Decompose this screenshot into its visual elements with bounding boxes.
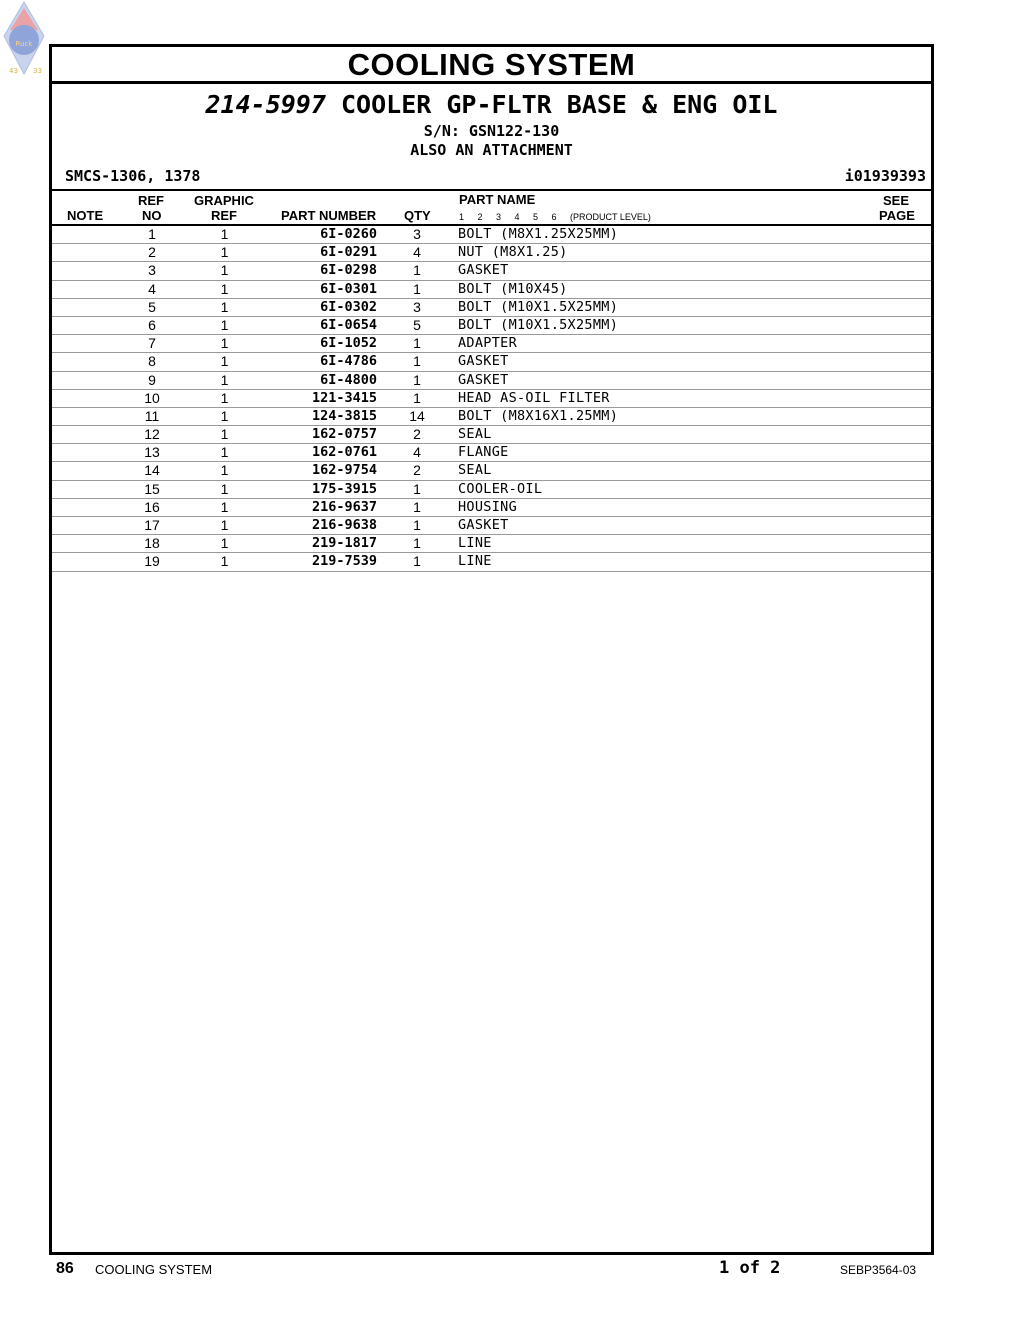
qty-cell: 4 [413, 444, 421, 461]
sheet-indicator: 1 of 2 [719, 1258, 781, 1278]
footer-section: COOLING SYSTEM [95, 1262, 213, 1277]
group-title [52, 90, 931, 120]
col-part-name: PART NAME [459, 192, 536, 207]
graphic-ref-cell: 1 [220, 444, 229, 461]
qty-cell: 1 [413, 535, 421, 552]
part-number-cell: 216-9637 [311, 498, 377, 515]
table-row [52, 553, 931, 571]
product-level-3: 3 [496, 212, 502, 222]
col-note: NOTE [67, 208, 104, 223]
ref-no-cell: 2 [148, 244, 156, 261]
qty-cell: 1 [413, 262, 421, 279]
graphic-ref-cell: 1 [220, 407, 229, 424]
col-see-top: SEE [883, 193, 910, 208]
graphic-ref-cell: 1 [220, 462, 229, 479]
parts-page-frame [49, 44, 934, 1255]
table-row [52, 408, 931, 426]
qty-cell: 1 [413, 480, 421, 497]
ref-no-cell: 17 [144, 517, 160, 533]
table-row [52, 244, 931, 262]
qty-cell: 1 [413, 371, 421, 388]
graphic-ref-cell: 1 [220, 353, 229, 370]
logo-right-number: 33 [33, 67, 42, 75]
ref-no-cell: 6 [148, 316, 156, 333]
col-see-bottom: PAGE [879, 208, 915, 223]
part-name-cell: ADAPTER [458, 335, 517, 352]
table-row [52, 335, 931, 353]
graphic-ref-cell: 1 [220, 517, 229, 533]
qty-cell: 1 [413, 517, 421, 533]
qty-cell: 3 [413, 226, 421, 242]
col-qty: QTY [404, 208, 431, 223]
ref-no-cell: 16 [144, 498, 160, 515]
col-ref-top: REF [138, 193, 164, 208]
graphic-ref-cell: 1 [220, 498, 229, 515]
table-row [52, 262, 931, 280]
table-row [52, 444, 931, 462]
table-row [52, 517, 931, 535]
graphic-ref-cell: 1 [220, 316, 229, 333]
graphic-ref-cell: 1 [220, 335, 229, 352]
document-number: SEBP3564-03 [840, 1263, 917, 1277]
graphic-ref-cell: 1 [220, 535, 229, 552]
qty-cell: 3 [413, 298, 421, 315]
graphic-ref-cell: 1 [220, 244, 229, 261]
part-name-cell: HEAD AS-OIL FILTER [458, 389, 610, 406]
part-number-cell: 6I-4800 [320, 371, 377, 388]
part-name-cell: LINE [458, 535, 492, 552]
product-level-4: 4 [514, 212, 520, 222]
part-number-cell: 6I-0654 [320, 316, 377, 333]
part-name-cell: SEAL [458, 462, 492, 479]
ref-no-cell: 4 [148, 280, 156, 297]
part-number-cell: 6I-4786 [320, 353, 377, 370]
ref-no-cell: 15 [144, 480, 160, 497]
qty-cell: 4 [413, 244, 421, 261]
logo-left-number: 43 [9, 67, 18, 75]
graphic-ref-cell: 1 [220, 389, 229, 406]
svg-text:Ruck: Ruck [15, 40, 33, 48]
part-name-cell: GASKET [458, 353, 509, 370]
page-number: 86 [56, 1260, 74, 1277]
part-name-cell: GASKET [458, 262, 509, 279]
attachment-note: ALSO AN ATTACHMENT [410, 141, 573, 159]
illustration-id: i01939393 [844, 167, 926, 185]
part-number-cell: 162-0757 [311, 426, 377, 443]
smcs-code: SMCS-1306, 1378 [65, 167, 201, 185]
product-level-1: 1 [459, 212, 465, 222]
qty-cell: 5 [413, 316, 421, 333]
part-name-cell: NUT (M8X1.25) [458, 244, 568, 261]
col-ref-bottom: NO [142, 208, 162, 223]
ref-no-cell: 1 [148, 226, 156, 242]
part-name-cell: GASKET [458, 517, 509, 533]
graphic-ref-cell: 1 [220, 298, 229, 315]
logo [0, 0, 48, 80]
table-header [52, 191, 931, 226]
product-level-6: 6 [551, 212, 557, 222]
qty-cell: 1 [413, 335, 421, 352]
part-number-cell: 6I-0291 [320, 244, 377, 261]
qty-cell: 1 [413, 553, 421, 570]
page-footer [0, 1258, 1020, 1282]
graphic-ref-cell: 1 [220, 426, 229, 443]
table-row [52, 390, 931, 408]
part-name-cell: BOLT (M8X1.25X25MM) [458, 226, 619, 242]
part-name-cell: BOLT (M10X1.5X25MM) [458, 298, 619, 315]
table-row [52, 499, 931, 517]
table-row [52, 535, 931, 553]
ref-no-cell: 14 [144, 462, 160, 479]
ref-no-cell: 9 [148, 371, 156, 388]
ref-no-cell: 8 [148, 353, 156, 370]
part-name-cell: BOLT (M10X45) [458, 280, 568, 297]
graphic-ref-cell: 1 [220, 262, 229, 279]
part-name-cell: LINE [458, 553, 492, 570]
part-name-cell: COOLER-OIL [458, 480, 543, 497]
part-name-cell: SEAL [458, 426, 492, 443]
graphic-ref-cell: 1 [220, 226, 229, 242]
part-number-cell: 124-3815 [311, 407, 377, 424]
serial-number: S/N: GSN122-130 [423, 122, 560, 140]
table-row [52, 426, 931, 444]
ref-no-cell: 13 [144, 444, 160, 461]
part-name-cell: FLANGE [458, 444, 509, 461]
part-number-cell: 219-7539 [311, 553, 377, 570]
product-level-5: 5 [533, 212, 539, 222]
table-row [52, 372, 931, 390]
graphic-ref-cell: 1 [220, 553, 229, 570]
part-name-cell: BOLT (M8X16X1.25MM) [458, 407, 619, 424]
ref-no-cell: 7 [148, 335, 156, 352]
ref-no-cell: 5 [148, 298, 156, 315]
table-row [52, 317, 931, 335]
ref-no-cell: 18 [144, 535, 160, 552]
table-row [52, 226, 931, 244]
part-name-cell: BOLT (M10X1.5X25MM) [458, 316, 619, 333]
table-row [52, 462, 931, 480]
part-number-cell: 6I-0298 [320, 262, 377, 279]
qty-cell: 2 [413, 462, 421, 479]
qty-cell: 1 [413, 498, 421, 515]
section-title: COOLING SYSTEM [52, 47, 931, 84]
col-graphic-top: GRAPHIC [194, 193, 254, 208]
part-number-cell: 175-3915 [311, 480, 377, 497]
part-name-cell: GASKET [458, 371, 509, 388]
part-number-cell: 216-9638 [311, 517, 377, 533]
group-name: COOLER GP-FLTR BASE & ENG OIL [340, 90, 778, 119]
part-number-cell: 6I-0260 [320, 226, 377, 242]
part-number-cell: 6I-1052 [320, 335, 377, 352]
table-row [52, 481, 931, 499]
ref-no-cell: 11 [144, 407, 160, 424]
part-number-cell: 219-1817 [311, 535, 377, 552]
graphic-ref-cell: 1 [220, 371, 229, 388]
col-graphic-bottom: REF [211, 208, 237, 223]
ref-no-cell: 19 [144, 553, 160, 570]
ref-no-cell: 12 [144, 426, 160, 443]
qty-cell: 14 [409, 407, 425, 424]
graphic-ref-cell: 1 [220, 480, 229, 497]
table-row [52, 299, 931, 317]
ref-no-cell: 3 [148, 262, 156, 279]
part-name-cell: HOUSING [458, 498, 517, 515]
table-row [52, 281, 931, 299]
qty-cell: 1 [413, 353, 421, 370]
part-number-cell: 6I-0301 [320, 280, 377, 297]
parts-table-body [52, 226, 931, 572]
qty-cell: 2 [413, 426, 421, 443]
table-row [52, 353, 931, 371]
product-level-2: 2 [477, 212, 483, 222]
qty-cell: 1 [413, 280, 421, 297]
graphic-ref-cell: 1 [220, 280, 229, 297]
product-level-label: (PRODUCT LEVEL) [570, 212, 651, 222]
group-header [52, 84, 931, 191]
part-number-cell: 121-3415 [311, 389, 377, 406]
group-number: 214-5997 [205, 90, 326, 119]
part-number-cell: 162-9754 [311, 462, 377, 479]
product-level-legend [459, 212, 651, 222]
part-number-cell: 6I-0302 [320, 298, 377, 315]
part-number-cell: 162-0761 [311, 444, 377, 461]
ref-no-cell: 10 [144, 389, 160, 406]
col-part-number: PART NUMBER [281, 208, 377, 223]
qty-cell: 1 [413, 389, 421, 406]
